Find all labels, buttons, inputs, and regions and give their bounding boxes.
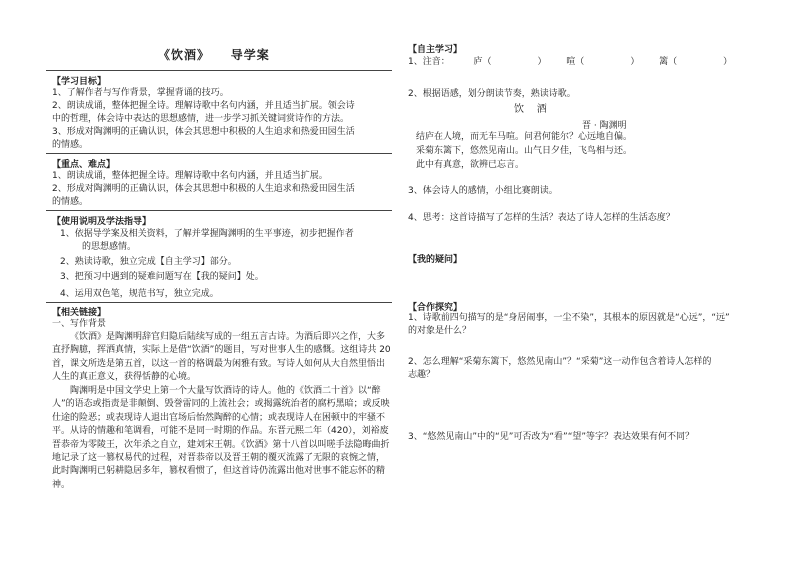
explore-question: 3、“悠然见南山”中的“见”可否改为“看”“望”等字？表达效果有何不同？ [408, 432, 695, 442]
section-heading-usage: 【使用说明及学法指导】 [52, 217, 152, 227]
goal-line: 2、朗读成诵，整体把握全诗。理解诗歌中名句内涵，并且适当扩展。领会诗 [52, 101, 355, 111]
explore-question: 志趣？ [408, 370, 436, 380]
divider [46, 302, 392, 303]
usage-line: 2、熟读诗歌，独立完成【自主学习】部分。 [60, 257, 237, 267]
goal-line: 3、形成对陶渊明的正确认识，体会其思想中积极的人生追求和热爱田园生活 [52, 127, 355, 137]
pinyin-char: 庐 [473, 57, 483, 67]
explore-question: 1、诗歌前四句描写的是“身居闹事，一尘不染”，其根本的原因就是“心远”，“远” [408, 313, 730, 323]
poem-title: 饮 酒 [514, 104, 547, 115]
poem-line: 结庐在人境，而无车马喧。问君何能尔？心远地自偏。 [416, 132, 633, 142]
section-heading-keypoints: 【重点、难点】 [52, 160, 116, 170]
usage-line: 4、运用双色笔，规范书写，独立完成。 [60, 289, 219, 299]
pinyin-char: 喧 [566, 57, 576, 67]
divider [46, 210, 392, 211]
keypoint-line: 2、形成对陶渊明的正确认识，体会其思想中积极的人生追求和热爱田园生活 [52, 184, 355, 194]
usage-line: 1、依据导学案及相关资料，了解并掌握陶渊明的生平事迹，初步把握作者 [60, 229, 354, 239]
subheading-background: 一、写作背景 [52, 319, 107, 329]
usage-line: 3、把预习中遇到的疑难问题写在【我的疑问】处。 [60, 272, 264, 282]
usage-line: 的思想感情。 [82, 242, 137, 252]
background-paragraph: 《饮酒》是陶渊明辞官归隐后陆续写成的一组五言古诗。为酒后即兴之作，大多直抒胸臆，挥洒真情，实际上是借“饮酒”的题目，写对世事人生的感慨。这组诗共 20 首，课文所选是第五首，以这一首的格调最为闲雅有致。写诗人如何从大自然里悟出人生的真正意义，获得恬静的心境。 [52, 332, 391, 383]
question-rhythm: 2、根据语感，划分朗读节奏，熟读诗歌。 [408, 89, 576, 99]
question-reflect: 4、思考：这首诗描写了怎样的生活？表达了诗人怎样的生活态度？ [408, 213, 675, 223]
divider [46, 153, 392, 154]
divider [46, 70, 392, 71]
goal-line: 的情感。 [52, 140, 89, 150]
question-emotion: 3、体会诗人的感情，小组比赛朗读。 [408, 186, 558, 196]
section-heading-my-questions: 【我的疑问】 [408, 255, 463, 265]
keypoint-line: 的情感。 [52, 197, 89, 207]
pinyin-question: 1、注音： 庐（ ） 喧（ ） 篱（ ） [408, 57, 733, 67]
explore-question: 的对象是什么？ [408, 326, 472, 336]
poem-line: 此中有真意，欲辨已忘言。 [416, 160, 525, 170]
page-title: 《饮酒》 导学案 [158, 48, 270, 62]
section-heading-links: 【相关链接】 [52, 308, 107, 318]
goal-line: 1、了解作者与写作背景，掌握背诵的技巧。 [52, 88, 229, 98]
goal-line: 中的哲理，体会诗中表达的思想感情，进一步学习抓关键词赏诗作的方法。 [52, 114, 350, 124]
pinyin-char: 篱 [659, 57, 669, 67]
poem-line: 采菊东篱下，悠然见南山。山气日夕佳，飞鸟相与还。 [416, 146, 633, 156]
keypoint-line: 1、朗读成诵，整体把握全诗。理解诗歌中名句内涵，并且适当扩展。 [52, 171, 328, 181]
section-heading-goals: 【学习目标】 [52, 77, 107, 87]
pinyin-label: 1、注音： [408, 57, 450, 67]
poem-author: 晋 · 陶渊明 [582, 121, 627, 131]
section-heading-self-study: 【自主学习】 [408, 45, 463, 55]
explore-question: 2、怎么理解“采菊东篱下，悠然见南山”？“采菊”这一动作包含着诗人怎样的 [408, 357, 712, 367]
background-paragraph: 陶渊明是中国文学史上第一个大量写饮酒诗的诗人。他的《饮酒二十首》以“醉人”的语态或指责是非颠倒、毁誉雷同的上流社会；或揭露统治者的腐朽黑暗；或反映仕途的险恶；或表现诗人退出官场后怡然陶醉的心情；或表现诗人在困顿中的牢骚不平。从诗的情趣和笔调看，可能不是同一时期的作品。东晋元熙二年（420），刘裕废晋恭帝为零陵王，次年杀之自立，建刘宋王朝。《饮酒》第十八首以叫嗟手法隐晦曲折地记录了这一篡权易代的过程，对晋恭帝以及晋王朝的覆灭流露了无限的哀惋之情，此时陶渊明已躬耕隐居多年，篡权看惯了，但这首诗仍流露出他对世事不能忘怀的精神。 [52, 386, 390, 490]
section-heading-explore: 【合作探究】 [408, 303, 463, 313]
